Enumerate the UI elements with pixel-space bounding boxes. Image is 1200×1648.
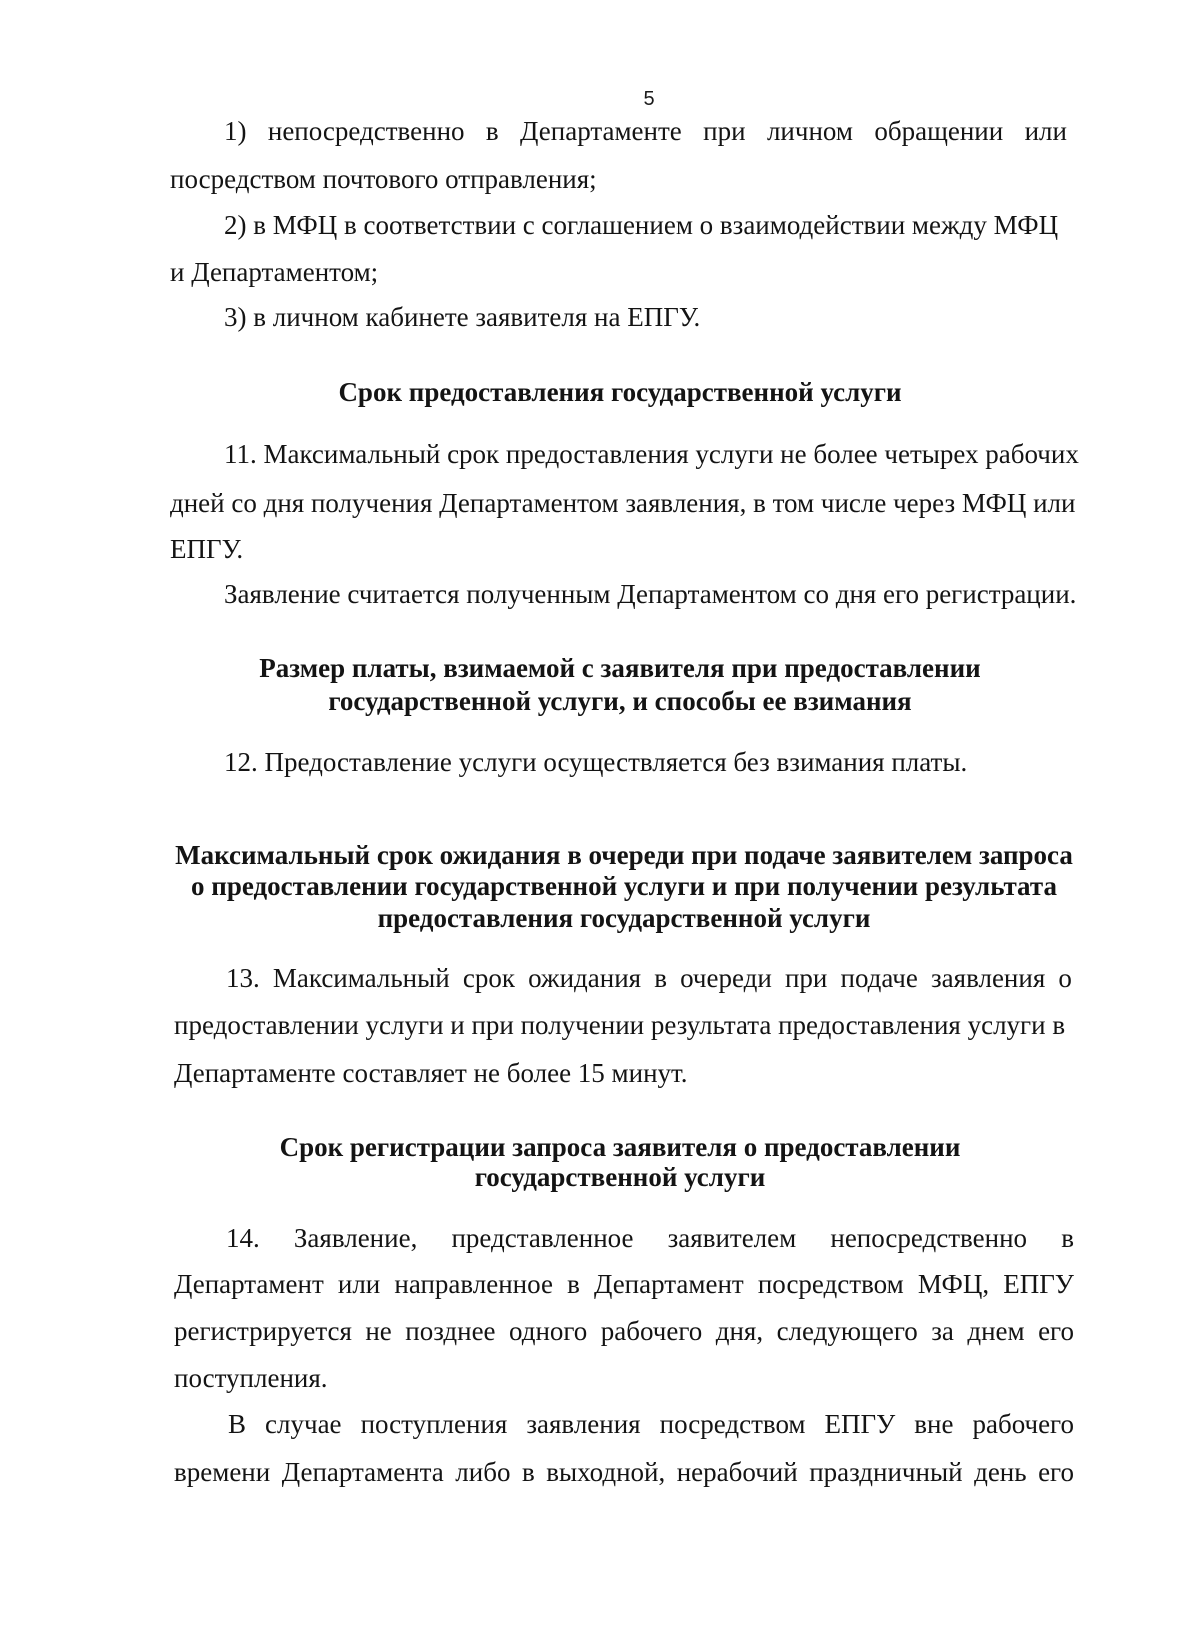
heading-fee-line-2: государственной услуги, и способы ее взимания — [328, 686, 912, 716]
item-1-line-2: посредством почтового отправления; — [170, 164, 597, 194]
word: при — [703, 116, 746, 146]
word: Департаменте — [520, 116, 682, 146]
word: подаче — [840, 963, 918, 993]
paragraph-14-line-3 — [174, 1314, 1074, 1348]
word: Департамент — [174, 1269, 324, 1299]
word: 13. — [226, 963, 260, 993]
word: Департамент — [593, 1269, 744, 1299]
word: В — [228, 1409, 247, 1439]
word: обращении — [874, 116, 1004, 146]
paragraph-13-line-2: предоставлении услуги и при получении результата предоставления услуги в — [174, 1010, 1066, 1040]
heading-queue-line-1: Максимальный срок ожидания в очереди при подаче заявителем запроса — [175, 840, 1073, 870]
word: 1) — [224, 116, 247, 146]
word: случае — [265, 1409, 342, 1439]
word: за — [931, 1316, 954, 1346]
word: ожидания — [528, 963, 642, 993]
word: времени — [174, 1457, 271, 1487]
word: поступления — [360, 1409, 508, 1439]
word: срок — [462, 963, 515, 993]
word: дня, — [715, 1316, 764, 1346]
word: непосредственно — [267, 116, 465, 146]
word: 14. — [226, 1223, 260, 1253]
heading-queue-line-3: предоставления государственной услуги — [377, 903, 871, 933]
paragraph-13-line-3: Департаменте составляет не более 15 минут. — [174, 1058, 688, 1088]
word: одного — [509, 1316, 588, 1346]
word: заявления — [526, 1409, 641, 1439]
word: нерабочий — [676, 1457, 798, 1487]
word: посредством — [757, 1269, 904, 1299]
word: в — [521, 1457, 535, 1487]
word: выходной, — [546, 1457, 666, 1487]
paragraph-14-line-4: поступления. — [174, 1363, 328, 1393]
paragraph-14-extra-line-2 — [174, 1455, 1074, 1489]
word: очереди — [680, 963, 772, 993]
paragraph-11-line-2: дней со дня получения Департаментом заявления, в том числе через МФЦ или — [170, 488, 1076, 518]
word: в — [485, 116, 499, 146]
word: ЕПГУ — [824, 1409, 896, 1439]
heading-fee-line-1: Размер платы, взимаемой с заявителя при предоставлении — [259, 653, 981, 683]
word: в — [567, 1269, 580, 1299]
word: днем — [967, 1316, 1025, 1346]
word: позднее — [405, 1316, 496, 1346]
item-3: 3) в личном кабинете заявителя на ЕПГУ. — [224, 302, 701, 332]
paragraph-11-extra: Заявление считается полученным Департаментом со дня его регистрации. — [224, 579, 1077, 609]
word: в — [1061, 1223, 1074, 1253]
heading-queue-line-2: о предоставлении государственной услуги и при получении результата — [191, 871, 1057, 901]
paragraph-11-line-1: 11. Максимальный срок предоставления услуги не более четырех рабочих — [224, 439, 1079, 469]
paragraph-14-extra-line-1 — [228, 1407, 1074, 1441]
word: личном — [766, 116, 853, 146]
paragraph-13-line-1 — [226, 961, 1072, 995]
word: его — [1038, 1457, 1074, 1487]
paragraph-12: 12. Предоставление услуги осуществляется без взимания платы. — [224, 747, 968, 777]
word: непосредственно — [830, 1223, 1028, 1253]
word: Департамента — [281, 1457, 444, 1487]
word: Максимальный — [272, 963, 450, 993]
paragraph-14-line-2 — [174, 1267, 1074, 1301]
heading-term: Срок предоставления государственной услуги — [338, 377, 902, 407]
item-2-line-1: 2) в МФЦ в соответствии с соглашением о взаимодействии между МФЦ — [224, 210, 1059, 240]
heading-registration-line-1: Срок регистрации запроса заявителя о предоставлении — [279, 1132, 961, 1162]
word: или — [337, 1269, 381, 1299]
word: праздничный — [809, 1457, 963, 1487]
item-1-line-1 — [224, 114, 1067, 148]
word: в — [654, 963, 667, 993]
word: МФЦ, — [917, 1269, 990, 1299]
paragraph-11-line-3: ЕПГУ. — [170, 534, 244, 564]
word: посредством — [659, 1409, 806, 1439]
word: Заявление, — [293, 1223, 418, 1253]
word: или — [1024, 116, 1067, 146]
word: регистрируется — [174, 1316, 352, 1346]
word: направленное — [394, 1269, 553, 1299]
page-number: 5 — [643, 88, 655, 110]
word: его — [1038, 1316, 1074, 1346]
word: не — [365, 1316, 392, 1346]
word: при — [784, 963, 828, 993]
word: представленное — [451, 1223, 634, 1253]
word: заявителем — [667, 1223, 797, 1253]
word: день — [974, 1457, 1027, 1487]
word: о — [1058, 963, 1072, 993]
word: рабочего — [600, 1316, 703, 1346]
word: следующего — [776, 1316, 918, 1346]
word: заявления — [931, 963, 1046, 993]
paragraph-14-line-1 — [226, 1221, 1074, 1255]
heading-registration-line-2: государственной услуги — [474, 1162, 766, 1192]
word: вне — [914, 1409, 954, 1439]
word: ЕПГУ — [1003, 1269, 1074, 1299]
word: рабочего — [972, 1409, 1074, 1439]
word: либо — [455, 1457, 511, 1487]
item-2-line-2: и Департаментом; — [170, 257, 379, 287]
